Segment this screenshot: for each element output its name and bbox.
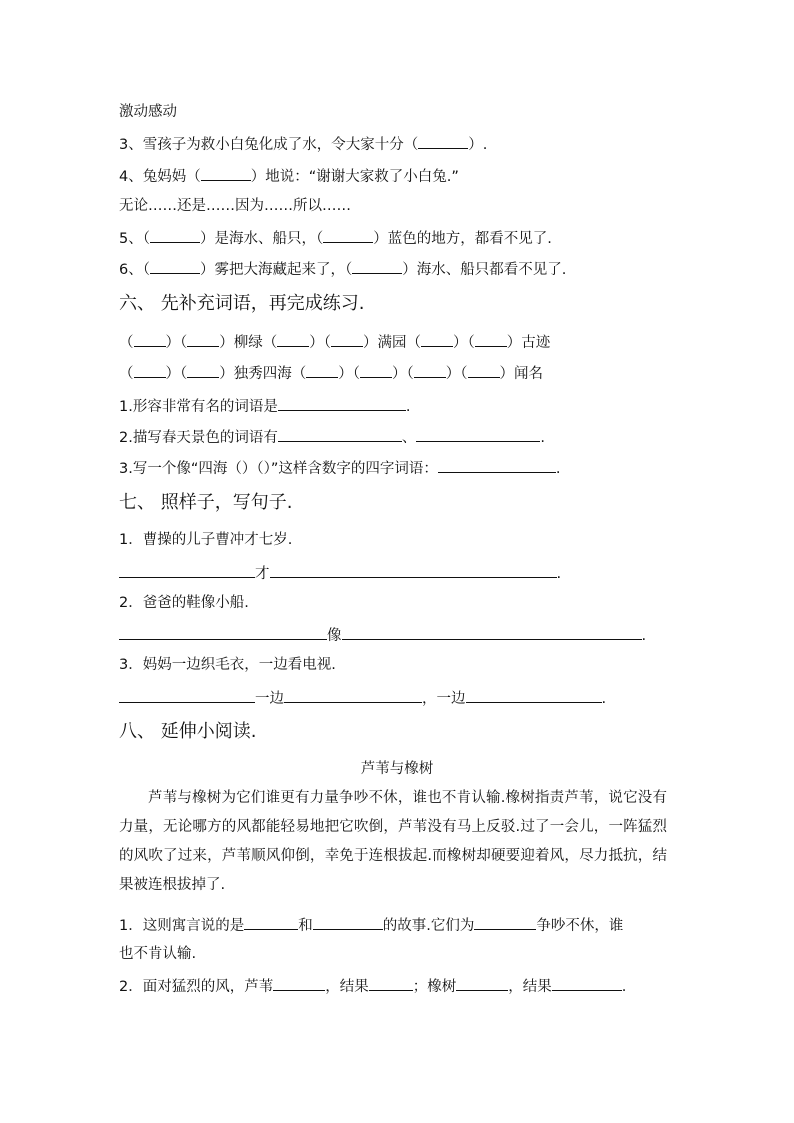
answer-line[interactable] (456, 975, 508, 991)
example-sentence-3: 3．妈妈一边织毛衣，一边看电视. (119, 657, 336, 673)
reading-passage: 芦苇与橡树为它们谁更有力量争吵不休，谁也不肯认输.橡树指责芦苇，说它没有力量，无论哪方的风都能轻易地把它吹倒，芦苇没有马上反驳.过了一会儿，一阵猛烈的风吹了过来，芦苇顺风仰倒，幸免于连根拔起.而橡树却硬要迎着风，尽力抵抗，结果被连根拔掉了. (119, 790, 667, 893)
answer-blank[interactable] (201, 165, 251, 181)
answer-blank[interactable] (418, 133, 468, 149)
answer-blank[interactable] (352, 258, 402, 274)
answer-line[interactable] (244, 914, 298, 930)
reading-question-1: 1．这则寓言说的是 和 的故事.它们为 争吵不休，谁 (119, 914, 623, 936)
answer-line[interactable] (278, 395, 406, 411)
answer-line[interactable] (342, 624, 642, 640)
question-5: 5、（ ）是海水、船只，（ ）蓝色的地方，都看不见了. (119, 227, 552, 249)
idiom-row-2: （ ）（ ）独秀四海（ ）（ ）（ ）（ ）闻名 (119, 362, 543, 384)
section-7-heading: 七、 照样子，写句子. (119, 492, 293, 513)
reading-question-1-cont: 也不肯认输. (119, 946, 197, 962)
answer-line[interactable] (119, 624, 327, 640)
section-6-question-1: 1.形容非常有名的词语是 . (119, 395, 410, 417)
idiom-blank[interactable] (306, 362, 338, 378)
answer-line[interactable] (438, 457, 556, 473)
answer-row-1: 才 . (119, 562, 561, 584)
answer-line[interactable] (552, 975, 622, 991)
idiom-blank[interactable] (187, 362, 219, 378)
answer-line[interactable] (313, 914, 383, 930)
answer-line[interactable] (273, 975, 325, 991)
question-6: 6、（ ）雾把大海藏起来了，（ ）海水、船只都看不见了. (119, 258, 566, 280)
reading-title: 芦苇与橡树 (360, 761, 434, 777)
conjunction-choice-line: 无论……还是……因为……所以…… (119, 198, 351, 214)
example-sentence-2: 2．爸爸的鞋像小船. (119, 595, 249, 611)
answer-line[interactable] (119, 687, 255, 703)
answer-line[interactable] (416, 426, 540, 442)
answer-line[interactable] (278, 426, 402, 442)
idiom-blank[interactable] (134, 331, 166, 347)
answer-blank[interactable] (150, 227, 200, 243)
idiom-blank[interactable] (475, 331, 507, 347)
answer-row-2: 像 . (119, 624, 646, 646)
section-6-question-2: 2.描写春天景色的词语有 、 . (119, 426, 545, 448)
idiom-blank[interactable] (331, 331, 363, 347)
answer-line[interactable] (474, 914, 536, 930)
section-8-heading: 八、 延伸小阅读. (119, 721, 257, 742)
section-6-question-3: 3.写一个像“四海（）（）”这样含数字的四字词语： . (119, 457, 560, 479)
question-3: 3、雪孩子为救小白兔化成了水，令大家十分（ ）. (119, 133, 487, 155)
idiom-row-1: （ ）（ ）柳绿（ ）（ ）满园（ ）（ ）古迹 (119, 331, 550, 353)
idiom-blank[interactable] (414, 362, 446, 378)
word-choice-line: 激动感动 (119, 104, 177, 120)
answer-row-3: 一边 ，一边 . (119, 687, 606, 709)
answer-line[interactable] (270, 562, 557, 578)
idiom-blank[interactable] (277, 331, 309, 347)
idiom-blank[interactable] (360, 362, 392, 378)
answer-line[interactable] (284, 687, 422, 703)
idiom-blank[interactable] (421, 331, 453, 347)
answer-blank[interactable] (150, 258, 200, 274)
answer-line[interactable] (466, 687, 602, 703)
reading-question-2: 2．面对猛烈的风，芦苇 ，结果 ；橡树 ，结果 . (119, 975, 626, 997)
answer-line[interactable] (369, 975, 413, 991)
question-4: 4、兔妈妈（ ）地说：“谢谢大家救了小白兔.” (119, 165, 459, 187)
idiom-blank[interactable] (134, 362, 166, 378)
example-sentence-1: 1．曹操的儿子曹冲才七岁. (119, 532, 293, 548)
answer-line[interactable] (119, 562, 255, 578)
idiom-blank[interactable] (187, 331, 219, 347)
idiom-blank[interactable] (468, 362, 500, 378)
section-6-heading: 六、 先补充词语，再完成练习. (119, 293, 365, 314)
answer-blank[interactable] (323, 227, 373, 243)
